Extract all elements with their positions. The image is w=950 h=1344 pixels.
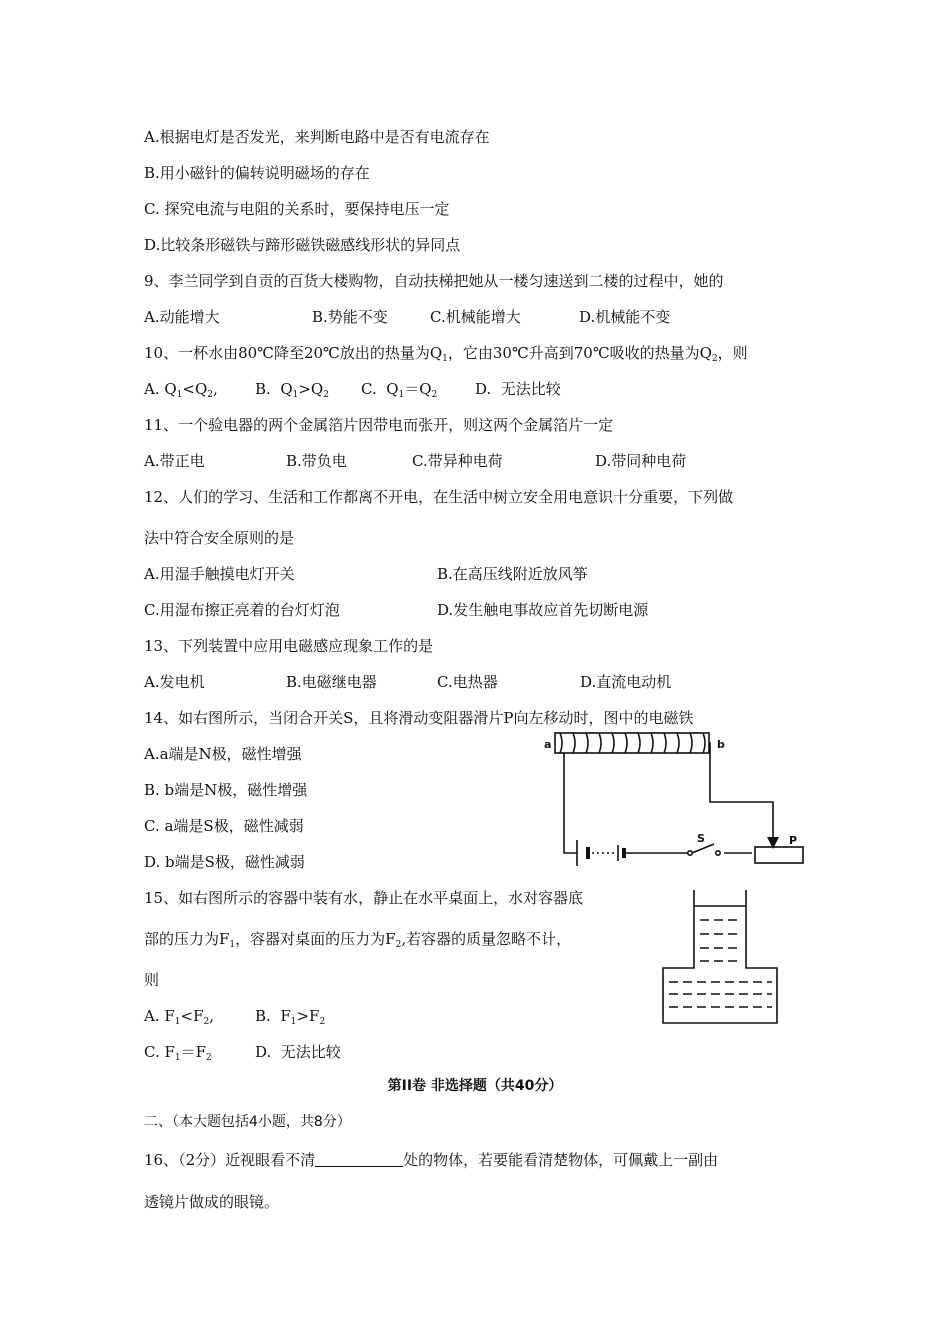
container-outline [663, 890, 777, 1023]
q12-option-d: D.发生触电事故应首先切断电源 [437, 601, 649, 619]
rheostat-body [755, 847, 803, 863]
q11-option-c: C.带异种电荷 [412, 452, 503, 470]
q11-stem: 11、一个验电器的两个金属箔片因带电而张开，则这两个金属箔片一定 [144, 416, 614, 434]
q12-stem-line2: 法中符合安全原则的是 [144, 529, 295, 547]
q16-line1: 16、（2分）近视眼看不清 处的物体，若要能看清楚物体，可佩戴上一副由 [144, 1151, 719, 1169]
q10-stem: 10、一杯水由80℃降至20℃放出的热量为$Q_1$，它由30℃升高到70℃吸收的热量为$Q_2$，则 [144, 344, 748, 364]
q13-option-a: A.发电机 [144, 673, 205, 691]
q15-option-c: C. $F_1=F_2$ [144, 1043, 212, 1063]
section2-subtitle: 二、（本大题包括4小题，共8分） [144, 1114, 351, 1130]
section2-title: 第II卷 非选择题（共40分） [387, 1078, 563, 1094]
q14-option-c: C. a端是S极，磁性减弱 [144, 817, 304, 835]
wire-right [709, 743, 773, 839]
q10-option-c: C. $Q_1=Q_2$ [361, 380, 438, 400]
q9-option-d: D.机械能不变 [579, 308, 671, 326]
wire-left [564, 753, 577, 853]
electromagnet-core [555, 733, 709, 753]
q13-option-d: D.直流电动机 [580, 673, 672, 691]
label-a: a [544, 738, 552, 751]
switch-contact-right [716, 851, 720, 855]
q11-option-d: D.带同种电荷 [595, 452, 687, 470]
q9-option-c: C.机械能增大 [430, 308, 521, 326]
water-container-figure [660, 888, 784, 1028]
q15-stem-line3: 则 [144, 971, 160, 989]
q16-line2: 透镜片做成的眼镜。 [144, 1193, 280, 1211]
q13-stem: 13、下列装置中应用电磁感应现象工作的是 [144, 637, 434, 655]
q12-option-c: C.用湿布擦正亮着的台灯灯泡 [144, 601, 340, 619]
q11-option-a: A.带正电 [144, 452, 205, 470]
q13-option-b: B.电磁继电器 [286, 673, 377, 691]
q16-answer-blank[interactable] [315, 1152, 403, 1167]
q14-option-a: A.a端是N极，磁性增强 [144, 745, 302, 763]
q8-option-d: D.比较条形磁铁与蹄形磁铁磁感线形状的异同点 [144, 236, 461, 254]
q9-option-a: A.动能增大 [144, 308, 220, 326]
q15-option-d: D. 无法比较 [255, 1043, 341, 1061]
q15-stem-line2: 部的压力为$F_1$，容器对桌面的压力为$F_2$,若容器的质量忽略不计， [144, 930, 572, 950]
q15-option-b: B. $F_1>F_2$ [255, 1007, 326, 1027]
q8-option-c: C. 探究电流与电阻的关系时，要保持电压一定 [144, 200, 450, 218]
q12-stem-line1: 12、人们的学习、生活和工作都离不开电，在生活中树立安全用电意识十分重要，下列做 [144, 488, 734, 506]
switch-blade [692, 844, 714, 853]
switch-contact-left [688, 851, 692, 855]
q8-option-b: B.用小磁针的偏转说明磁场的存在 [144, 164, 370, 182]
q14-option-d: D. b端是S极，磁性减弱 [144, 853, 305, 871]
q9-stem: 9、李兰同学到自贡的百货大楼购物，自动扶梯把她从一楼匀速送到二楼的过程中，她的 [144, 272, 724, 290]
q8-option-a: A.根据电灯是否发光，来判断电路中是否有电流存在 [144, 128, 490, 146]
q10-option-b: B. $Q_1>Q_2$ [255, 380, 329, 400]
q13-option-c: C.电热器 [437, 673, 498, 691]
label-p: P [789, 834, 798, 847]
water-hatching [669, 920, 772, 1007]
label-b: b [717, 738, 725, 751]
q14-option-b: B. b端是N极，磁性增强 [144, 781, 308, 799]
q15-stem-line1: 15、如右图所示的容器中装有水，静止在水平桌面上，水对容器底 [144, 889, 584, 907]
q12-option-a: A.用湿手触摸电灯开关 [144, 565, 295, 583]
q10-option-a: A. $Q_1<Q_2$, [144, 380, 218, 400]
q15-option-a: A. $F_1<F_2$, [144, 1007, 215, 1027]
q11-option-b: B.带负电 [286, 452, 347, 470]
q9-option-b: B.势能不变 [312, 308, 388, 326]
q10-option-d: D. 无法比较 [475, 380, 561, 398]
q12-option-b: B.在高压线附近放风筝 [437, 565, 588, 583]
coil-turns [560, 733, 705, 753]
q14-stem: 14、如右图所示，当闭合开关S，且将滑动变阻器滑片P向左移动时，图中的电磁铁 [144, 709, 694, 727]
electromagnet-circuit-figure [540, 725, 820, 875]
label-s: S [697, 832, 705, 845]
